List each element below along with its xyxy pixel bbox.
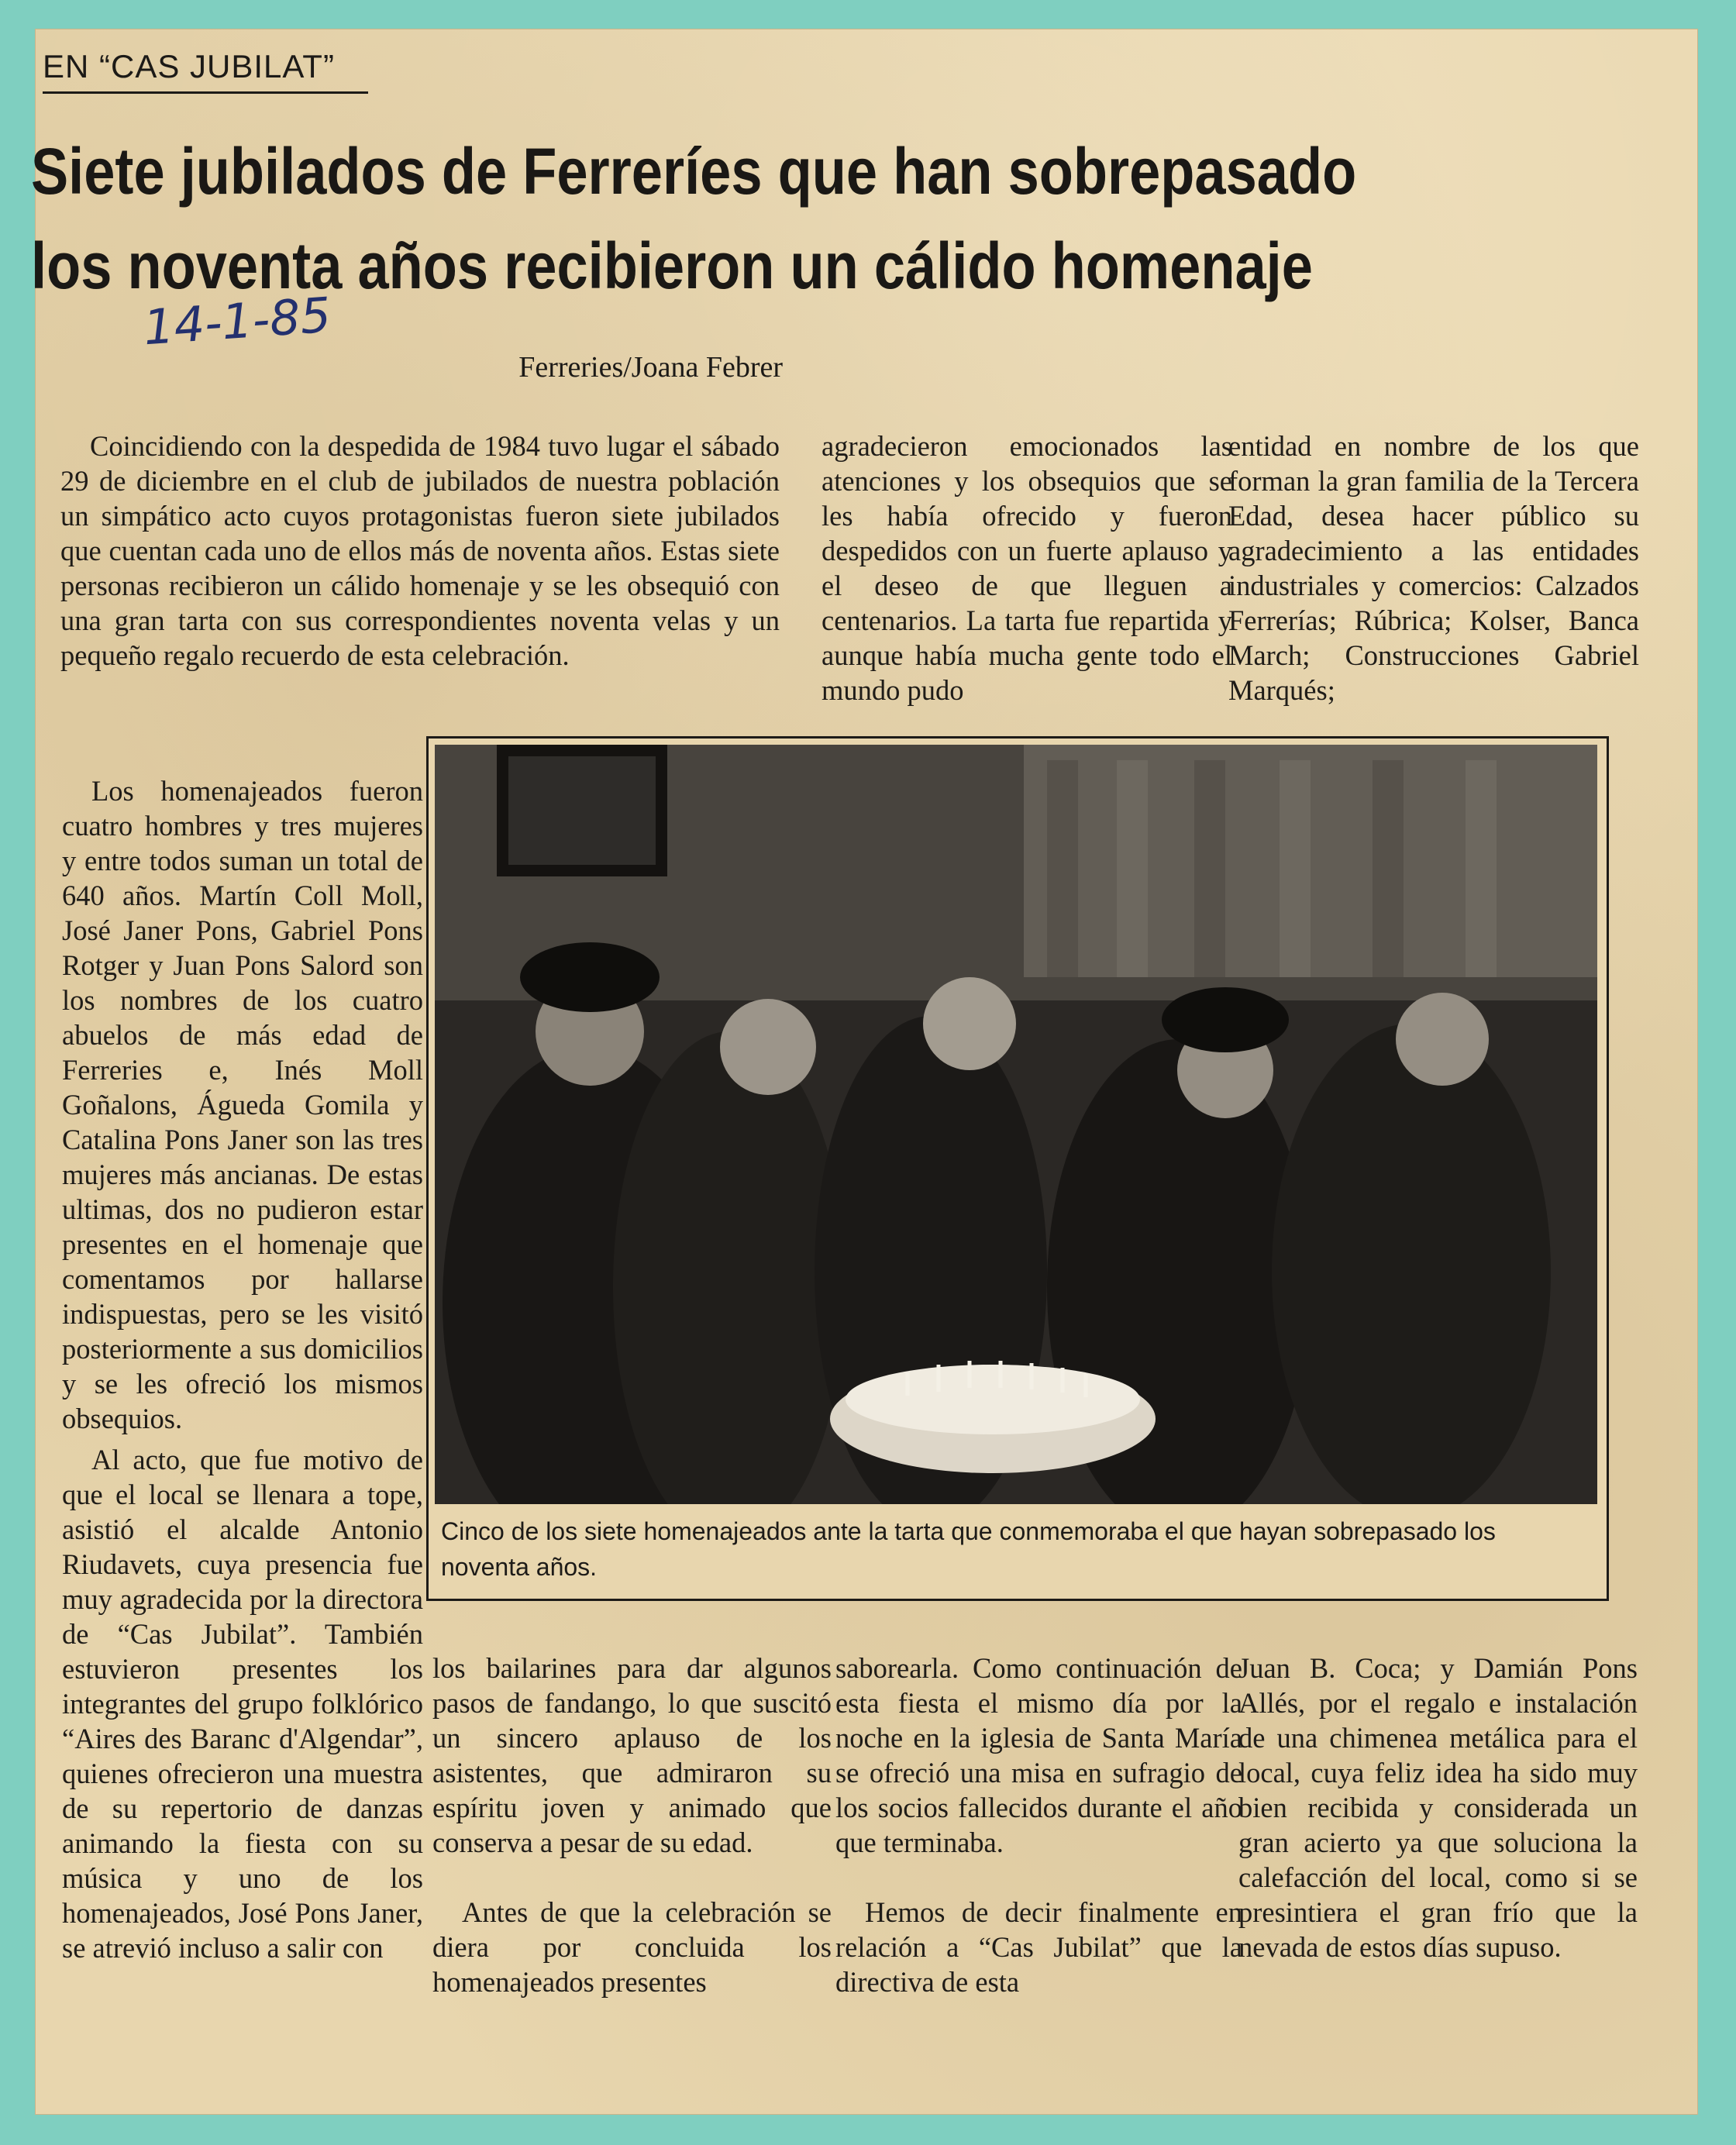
article-column-2 [822,387,1232,708]
photo-elderly-honorees-with-cake [435,745,1597,1504]
article-paragraph: saborearla. Como continuación de esta fiesta el mismo día por la noche en la iglesia de Santa María se ofreció una misa en sufragio de los socios fallecidos durante el año que terminaba. [835,1652,1242,1858]
article-column-4 [62,773,423,1965]
handwritten-date: 14-1-85 [141,286,333,356]
headline-line-1: Siete jubilados de Ferreríes que han sobrepasado [31,135,1357,208]
article-column-1 [60,387,780,673]
article-paragraph: Juan B. Coca; y Damián Pons Allés, por el regalo e instalación de una chimenea metálica para el local, cuya feliz idea ha sido muy bien recibida y considerada un gran acierto ya que soluciona la calefacción del local, como si se presintiera el gran frío que la nevada de estos días supuso. [1238,1652,1638,1963]
photo-caption: Cinco de los siete homenajeados ante la tarta que conmemoraba el que hayan sobrepasado los noventa años. [441,1517,1496,1581]
article-column-3 [1228,387,1639,708]
article-paragraph: Antes de que la celebración se diera por concluida los homenajeados presentes [432,1896,832,1998]
photo-frame [426,736,1609,1601]
headline-line-2: los noventa años recibieron un cálido homenaje [31,229,1313,302]
article-paragraph: Coincidiendo con la despedida de 1984 tuvo lugar el sábado 29 de diciembre en el club de jubilados de nuestra población un simpático acto cuyos protagonistas fueron siete jubilados que cuentan cada uno de ellos más de noventa años. Estas siete personas recibieron un cálido homenaje y se les obsequió con una gran tarta con sus correspondientes noventa velas y un pequeño regalo recuerdo de esta celebración. [60,430,780,671]
byline: Ferreries/Joana Febrer [518,351,783,384]
article-paragraph: los bailarines para dar algunos pasos de fandango, lo que suscitó un sincero aplauso de los asistentes, que admiraron su espíritu joven y animado que conserva a pesar de su edad. [432,1652,832,1858]
article-paragraph: entidad en nombre de los que forman la gran familia de la Tercera Edad, desea hacer público su agradecimiento a las entidades industriales y comercios: Calzados Ferrerías; Rúbrica; Kolser, Banca March; Construcciones Gabriel Marqués; [1228,430,1639,706]
article-paragraph: agradecieron emocionados las atenciones y los obsequios que se les había ofrecido y fueron despedidos con un fuerte aplauso y el deseo de que lleguen a centenarios. La tarta fue repartida y aunque había mucha gente todo el mundo pudo [822,430,1232,706]
headline [31,124,1417,313]
article-paragraph: Hemos de decir finalmente en relación a “Cas Jubilat” que la directiva de esta [835,1896,1242,1998]
photo-illustration [435,745,1597,1504]
article-paragraph: Los homenajeados fueron cuatro hombres y tres mujeres y entre todos suman un total de 640 años. Martín Coll Moll, José Janer Pons, Gabriel Pons Rotger y Juan Pons Salord son los nombres de los cuatro abuelos de más edad de Ferreries e, Inés Moll Goñalons, Águeda Gomila y Catalina Pons Janer son las tres mujeres más ancianas. De estas ultimas, dos no pudieron estar presentes en el homenaje que comentamos por hallarse indispuestas, pero se les visitó posteriormente a sus domicilios y se les ofreció los mismos obsequios. [62,775,423,1434]
article-column-6 [835,1651,1242,1999]
article-column-7 [1238,1651,1638,1964]
section-label: EN “CAS JUBILAT” [43,48,368,94]
article-column-5 [432,1651,832,1999]
article-paragraph: Al acto, que fue motivo de que el local se llenara a tope, asistió el alcalde Antonio Riudavets, cuya presencia fue muy agradecida por la directora de “Cas Jubilat”. También estuvieron presentes los integrantes del grupo folklórico “Aires des Baranc d'Algendar”, quienes ofrecieron una muestra de su repertorio de danzas animando la fiesta con su música y uno de los homenajeados, José Pons Janer, se atrevió incluso a salir con [62,1444,423,1964]
